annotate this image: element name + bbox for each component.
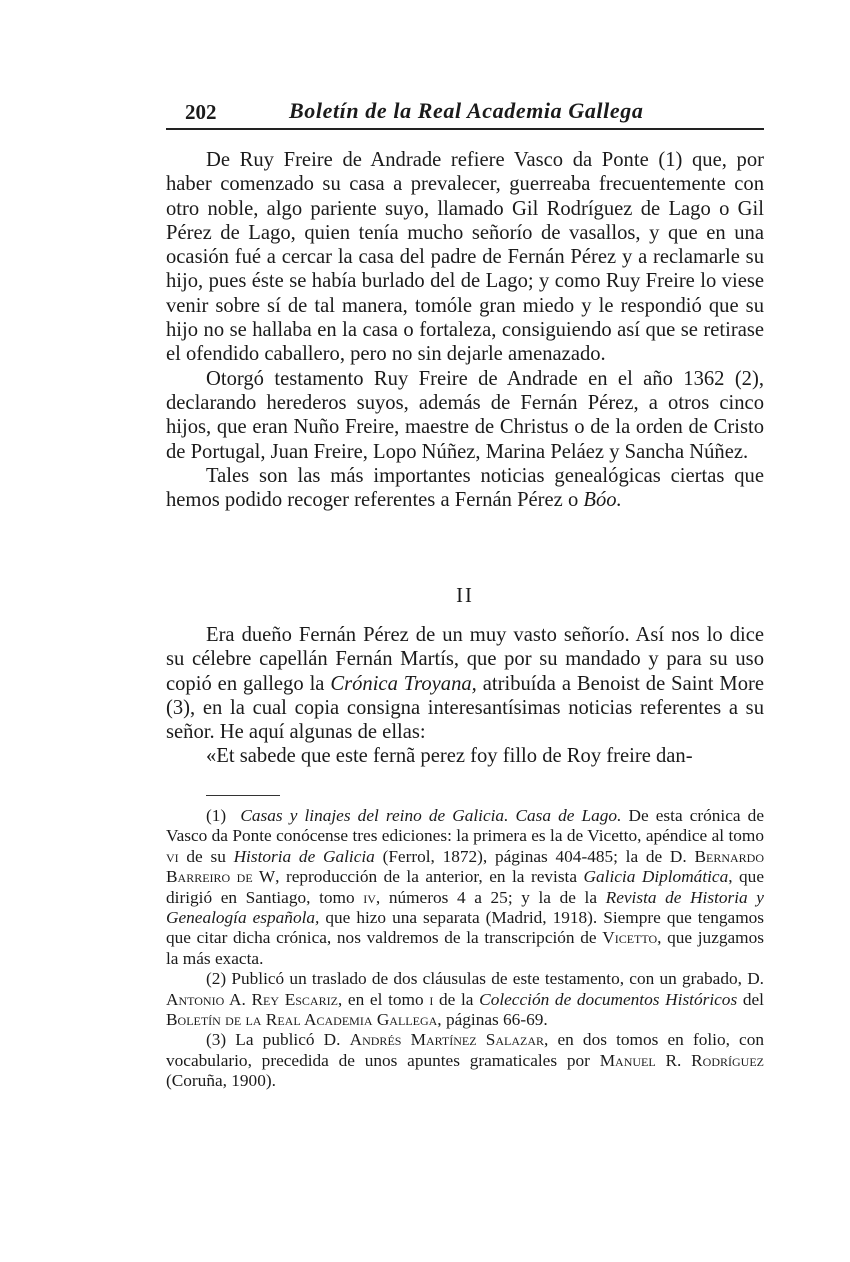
footnotes xyxy=(166,806,764,1092)
paragraph-1: De Ruy Freire de Andrade refiere Vasco da Ponte (1) que, por haber comenzado su casa a prevalecer, guerreaba frecuentemente con otro noble, algo pariente suyo, llamado Gil Rodríguez de Lago o Gil Pérez de Lago, quien tenía mucho señorío de vasallos, y que en una ocasión fué a cercar la casa del padre de Fernán Pérez y a reclamarle su hijo, pues éste se había burlado del de Lago; y como Ruy Freire lo viese venir sobre sí de tal manera, tomóle gran miedo y le respondió que su hijo no se hallaba en la casa o fortaleza, consiguiendo así que se retirase el ofendido caballero, pero no sin dejarle amenazado. xyxy=(166,149,764,366)
page-number: 202 xyxy=(185,100,217,124)
header-rule xyxy=(166,128,764,130)
main-text-part-2 xyxy=(166,623,764,769)
paragraph-5: «Et sabede que este fernã perez foy fillo de Roy freire dan- xyxy=(206,745,693,768)
footnote-2: (2) Publicó un traslado de dos cláusulas de este testamento, con un grabado, D. Antonio A. Rey Escariz, en el tomo i de la Colección de documentos Históricos del Boletín de la Real Academia Gallega, páginas 66-69. xyxy=(166,969,764,1030)
footnote-rule xyxy=(206,795,280,796)
paragraph-4: Era dueño Fernán Pérez de un muy vasto señorío. Así nos lo dice su célebre capellán Fernán Martís, que por su mandado y para su uso copió en gallego la Crónica Troyana, atribuída a Benoist de Saint More (3), en la cual copia consigna interesantísimas noticias referentes a su señor. He aquí algunas de ellas: xyxy=(166,624,764,744)
running-title: Boletín de la Real Academia Gallega xyxy=(289,98,644,123)
footnote-1: (1) Casas y linajes del reino de Galicia. Casa de Lago. De esta crónica de Vasco da Ponte conócense tres ediciones: la primera es la de Vicetto, apéndice al tomo vi de su Historia de Galicia (Ferrol, 1872), páginas 404-485; la de D. Bernardo Barreiro de W, reproducción de la anterior, en la revista Galicia Diplomática, que dirigió en Santiago, tomo iv, números 4 a 25; y la de la Revista de Historia y Genealogía española, que hizo una separata (Madrid, 1918). Siempre que tengamos que citar dicha crónica, nos valdremos de la transcripción de Vicetto, que juzgamos la más exacta. xyxy=(166,806,765,968)
section-heading: II xyxy=(456,585,474,607)
paragraph-3: Tales son las más importantes noticias genealógicas ciertas que hemos podido recoger referentes a Fernán Pérez o Bóo. xyxy=(166,464,764,512)
paragraph-2: Otorgó testamento Ruy Freire de Andrade en el año 1362 (2), declarando herederos suyos, además de Fernán Pérez, a otros cinco hijos, que eran Nuño Freire, maestre de Christus o de la orden de Cristo de Portugal, Juan Freire, Lopo Núñez, Marina Peláez y Sancha Núñez. xyxy=(166,367,764,463)
page-header xyxy=(185,98,763,126)
main-text-part-1 xyxy=(166,148,764,512)
footnote-3: (3) La publicó D. Andrés Martínez Salazar, en dos tomos en folio, con vocabulario, precedida de unos apuntes gramaticales por Manuel R. Rodríguez (Coruña, 1900). xyxy=(166,1030,765,1091)
